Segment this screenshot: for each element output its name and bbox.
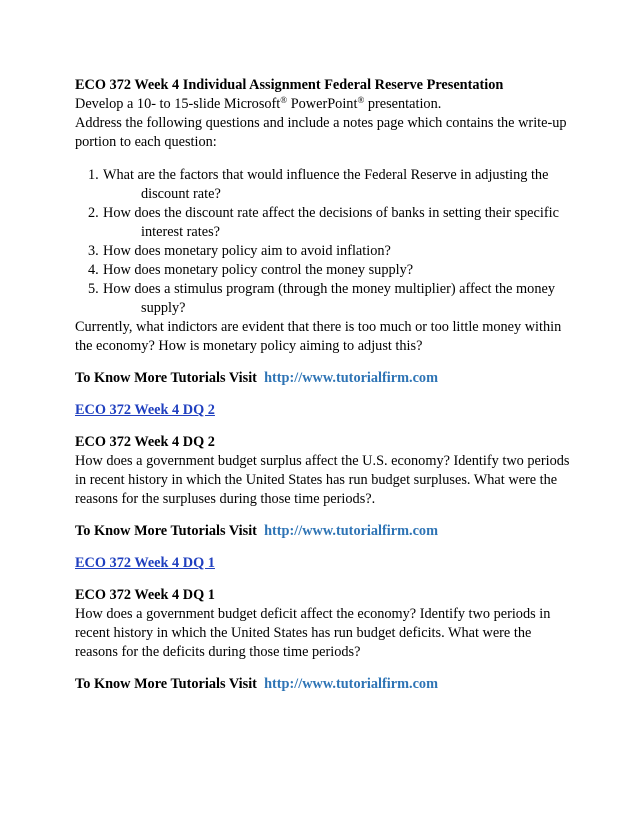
visit-url[interactable]: http://www.tutorialfirm.com [264, 676, 438, 692]
question-text: How does a stimulus program (through the money multiplier) affect the money supply? [103, 281, 555, 316]
visit-url[interactable]: http://www.tutorialfirm.com [264, 370, 438, 386]
dq1-title: ECO 372 Week 4 DQ 1 [75, 587, 215, 603]
question-item [75, 261, 575, 280]
question-text: How does the discount rate affect the decisions of banks in setting their specific interest rates? [103, 205, 559, 240]
intro-text-c: presentation. [364, 96, 442, 112]
intro-text-b: PowerPoint [287, 96, 358, 112]
intro-line-1 [75, 95, 575, 114]
question-item [75, 204, 575, 242]
document-content [75, 76, 575, 694]
closing-paragraph: Currently, what indictors are evident that there is too much or too little money within the economy? How is monetary policy aiming to adjust this? [75, 319, 562, 354]
question-number: 3. [88, 243, 99, 259]
question-item [75, 242, 575, 261]
question-number: 1. [88, 167, 99, 183]
visit-label: To Know More Tutorials Visit [75, 676, 257, 692]
visit-label: To Know More Tutorials Visit [75, 523, 257, 539]
question-list [75, 166, 575, 318]
dq1-body: How does a government budget deficit affect the economy? Identify two periods in recent history in which the United States has run budget deficits. What were the reasons for the deficits during those time periods? [75, 606, 551, 660]
registered-mark-1: ® [280, 95, 288, 105]
question-text: How does monetary policy aim to avoid inflation? [103, 243, 391, 259]
dq2-title: ECO 372 Week 4 DQ 2 [75, 434, 215, 450]
assignment-title: ECO 372 Week 4 Individual Assignment Federal Reserve Presentation [75, 77, 504, 93]
question-number: 5. [88, 281, 99, 297]
question-item [75, 280, 575, 318]
dq2-link[interactable]: ECO 372 Week 4 DQ 2 [75, 402, 215, 418]
dq2-body: How does a government budget surplus affect the U.S. economy? Identify two periods in recent history in which the United States has run budget surpluses. What were the reasons for the surpluses during those time periods?. [75, 453, 570, 507]
question-text: What are the factors that would influence the Federal Reserve in adjusting the discount rate? [103, 167, 549, 202]
visit-label: To Know More Tutorials Visit [75, 370, 257, 386]
visit-url[interactable]: http://www.tutorialfirm.com [264, 523, 438, 539]
intro-text-a: Develop a 10- to 15-slide Microsoft [75, 96, 281, 112]
question-text: How does monetary policy control the money supply? [103, 262, 414, 278]
dq1-link[interactable]: ECO 372 Week 4 DQ 1 [75, 555, 215, 571]
visit-line-1 [75, 369, 575, 388]
question-item [75, 166, 575, 204]
visit-line-2 [75, 522, 575, 541]
question-number: 2. [88, 205, 99, 221]
intro-line-2: Address the following questions and include a notes page which contains the write-up portion to each question: [75, 115, 567, 150]
visit-line-3 [75, 675, 575, 694]
registered-mark-2: ® [357, 95, 365, 105]
question-number: 4. [88, 262, 99, 278]
